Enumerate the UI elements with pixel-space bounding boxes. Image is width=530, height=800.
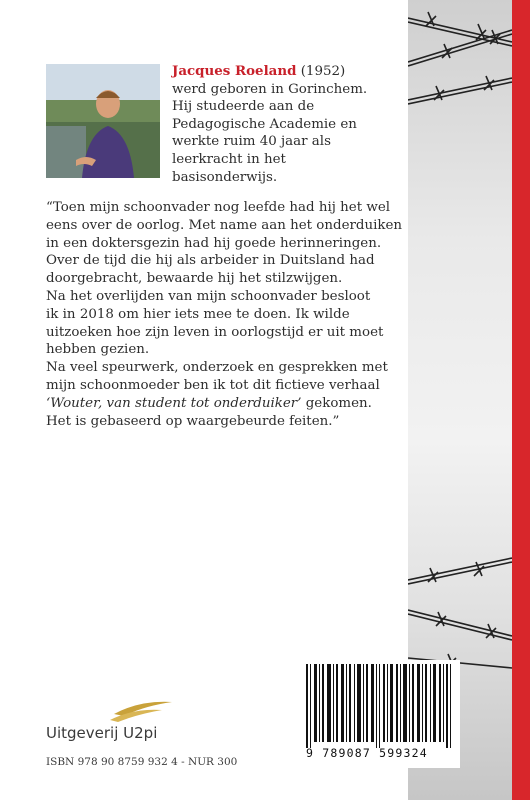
book-title-reference: ‘Wouter, van student tot onderduiker’ [46,395,302,411]
isbn-nur-line: ISBN 978 90 8759 932 4 - NUR 300 [46,756,238,768]
red-spine-bar [512,0,530,800]
quote-paragraph-3 [46,359,406,430]
publisher-name: Uitgeverij U2pi [46,724,158,742]
quote-paragraph-1: “Toen mijn schoonvader nog leefde had hij het wel eens over de oorlog. Met name aan het onderduiken in een doktersgezin had hij goede herinneringen. Over de tijd die hij als arbeider in Duitsland had doorgebracht, bewaarde hij het stilzwijgen. [46,200,403,287]
author-photo [46,64,160,178]
barbed-wire-top-illustration [408,0,512,140]
barcode-bars [300,660,460,752]
quote-paragraph-3-start: Na veel speurwerk, onderzoek en gesprekken met mijn schoonmoeder ben ik tot dit fictieve verhaal [46,360,388,393]
barcode-digits: 9 789087 599324 [306,746,428,760]
blurb-quote [46,199,406,430]
author-name: Jacques Roeland [172,63,297,79]
author-bio [172,63,372,186]
author-portrait-illustration [46,64,160,178]
quote-paragraph-2: Na het overlijden van mijn schoonvader besloot ik in 2018 om hier iets mee te doen. Ik wilde uitzoeken hoe zijn leven in oorlogstijd er uit moet hebben gezien. [46,288,384,358]
quote-paragraph-3-end: gekomen. Het is gebaseerd op waargebeurde feiten.” [46,395,372,429]
author-bio-text: (1952) werd geboren in Gorinchem. Hij studeerde aan de Pedagogische Academie en werkte ruim 40 jaar als leerkracht in het basisonderwijs. [172,64,368,185]
